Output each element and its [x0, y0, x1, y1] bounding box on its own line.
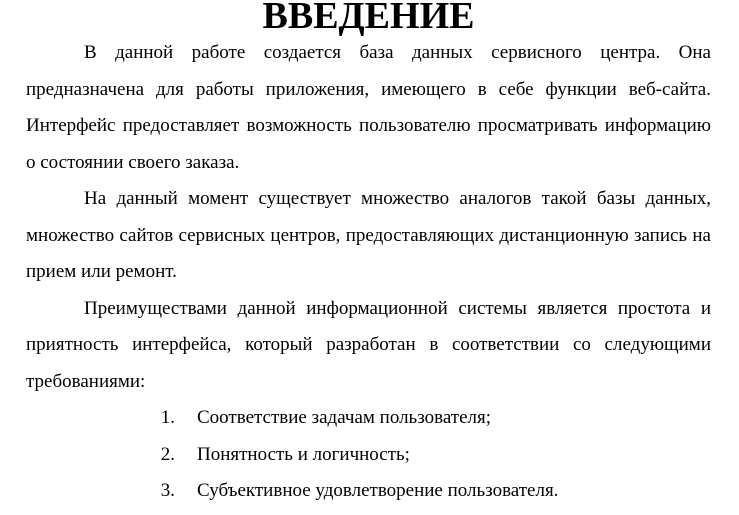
paragraph-analogs: На данный момент существует множество аналогов такой базы данных, множество сайтов сервисных центров, предоставляющих дистанционную запись на прием или ремонт.: [26, 188, 711, 282]
list-item: [26, 473, 711, 510]
list-item-text: Соответствие задачам пользователя;: [197, 407, 492, 428]
list-item: [26, 437, 711, 474]
paragraph-advantages: Преимуществами данной информационной системы является простота и приятность интерфейса, который разработан в соответствии со следующими требованиями:: [26, 297, 711, 392]
document-title: ВВЕДЕНИЕ: [262, 0, 475, 37]
list-item-number: 3.: [160, 480, 175, 501]
requirements-list: [26, 400, 711, 510]
list-item-number: 2.: [160, 443, 175, 465]
paragraph-intro: В данной работе создается база данных сервисного центра. Она предназначена для работы приложения, имеющего в себе функции веб-сайта. Интерфейс предоставляет возможность пользователю просматривать информацию о состоянии своего заказа.: [26, 42, 711, 173]
list-item-number: 1.: [160, 407, 175, 428]
list-item: [26, 400, 711, 437]
list-item-text: Понятность и логичность;: [197, 443, 410, 465]
list-item-text: Субъективное удовлетворение пользователя.: [197, 480, 559, 501]
